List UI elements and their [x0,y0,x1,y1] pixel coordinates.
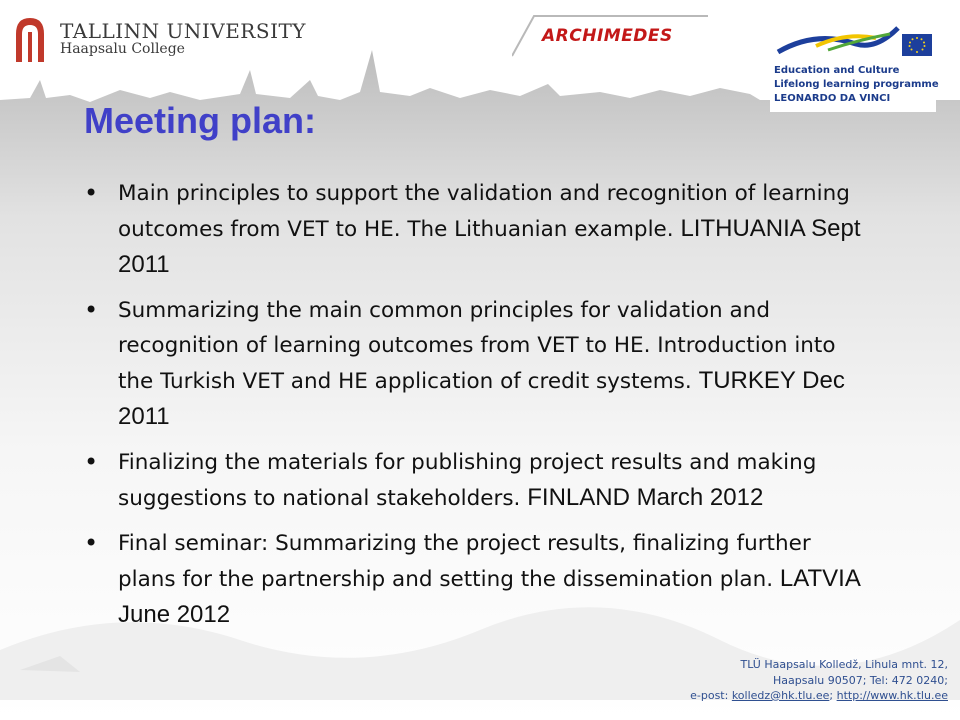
meeting-location-date: FINLAND March 2012 [527,484,764,511]
bullet-text: Final seminar: Summarizing the project results, finalizing further plans for the partnership and setting the dissemination plan. [118,531,811,592]
bullet-text: Summarizing the main common principles for validation and recognition of learning outcomes from VET to HE. Introduction into the Turkish VET and HE application of credit systems. [118,298,836,394]
list-item [84,176,864,283]
meeting-location-date: LATVIA June 2012 [118,565,860,628]
list-item [84,526,864,633]
archimedes-logo-text: ARCHIMEDES [542,26,673,46]
list-item [84,293,864,435]
footer-separator: ; [829,689,834,702]
slide-title: Meeting plan: [84,100,316,141]
footer-links [690,688,948,704]
university-name: TALLINN UNIVERSITY [60,19,307,44]
bullet-icon: • [84,448,99,476]
footer-email-label: e-post: [690,689,729,702]
eu-flag-icon [902,34,932,56]
eu-programme-line-3: LEONARDO DA VINCI [774,93,891,104]
meeting-location-date: LITHUANIA Sept 2011 [118,215,861,278]
tallinn-university-logo [12,16,306,62]
email-link[interactable]: kolledz@hk.tlu.ee [731,689,830,702]
university-arch-icon [12,16,48,62]
meeting-location-date: TURKEY Dec 2011 [118,367,845,430]
leonardo-swoosh-icon [776,22,900,62]
eu-programme-line-2: Lifelong learning programme [774,79,939,90]
meeting-plan-list [84,176,864,643]
bullet-icon: • [84,529,99,557]
contact-footer [690,657,948,704]
footer-phone: Haapsalu 90507; Tel: 472 0240; [773,673,948,687]
list-item [84,445,864,516]
eu-programme-logo [770,20,939,112]
bullet-text: Finalizing the materials for publishing project results and making suggestions to national stakeholders. [118,450,817,511]
college-name: Haapsalu College [60,41,185,58]
bullet-icon: • [84,296,99,324]
archimedes-logo [512,14,708,58]
footer-address: TLÜ Haapsalu Kolledž, Lihula mnt. 12, [740,658,948,671]
bullet-icon: • [84,179,99,207]
bullet-text: Main principles to support the validation and recognition of learning outcomes from VET to HE. The Lithuanian example. [118,181,850,242]
website-link[interactable]: http://www.hk.tlu.ee [836,689,948,702]
eu-programme-line-1: Education and Culture [774,65,900,76]
